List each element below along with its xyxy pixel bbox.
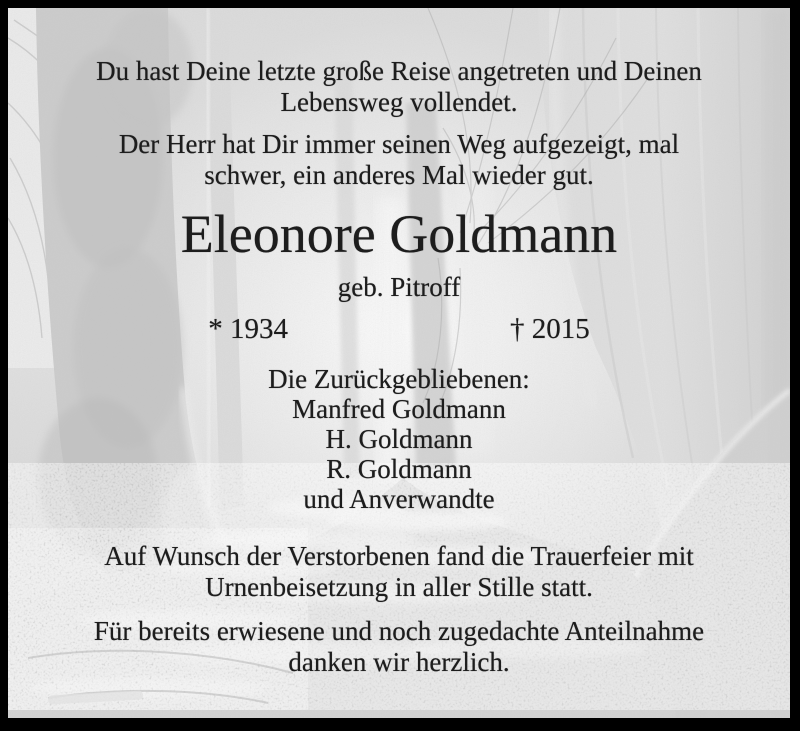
blessing-verse-1-line-2: Lebensweg vollendet. <box>280 87 518 117</box>
blessing-verse-2-line-2: schwer, ein anderes Mal wieder gut. <box>204 160 594 190</box>
closing-paragraph-1 <box>8 541 790 603</box>
mourner-name: H. Goldmann <box>325 424 473 454</box>
closing-paragraph-2-line-2: danken wir herzlich. <box>288 647 510 677</box>
closing-paragraph-2 <box>8 616 790 678</box>
mourners-list <box>8 364 790 514</box>
closing-paragraph-2-line-1: Für bereits erwiesene und noch zugedachte Anteilnahme <box>93 616 705 646</box>
blessing-verse-1-line-1: Du hast Deine letzte große Reise angetreten und Deinen <box>96 56 702 86</box>
death-year: † 2015 <box>510 313 590 345</box>
mourner-name: R. Goldmann <box>326 454 472 484</box>
blessing-verse-2 <box>8 129 790 191</box>
closing-paragraph-1-line-2: Urnenbeisetzung in aller Stille statt. <box>205 572 593 602</box>
mourners-intro: Die Zurückgebliebenen: <box>268 364 530 394</box>
maiden-name: geb. Pitroff <box>337 272 461 302</box>
birth-year: * 1934 <box>208 313 288 345</box>
mourner-name: Manfred Goldmann <box>292 394 506 424</box>
blessing-verse-1 <box>8 56 790 118</box>
deceased-name: Eleonore Goldmann <box>180 204 618 264</box>
blessing-verse-2-line-1: Der Herr hat Dir immer seinen Weg aufgezeigt, mal <box>118 129 680 159</box>
notice-text <box>8 8 790 718</box>
life-dates <box>8 313 790 345</box>
mourner-name: und Anverwandte <box>303 484 495 514</box>
closing-paragraph-1-line-1: Auf Wunsch der Verstorbenen fand die Trauerfeier mit <box>104 541 694 571</box>
